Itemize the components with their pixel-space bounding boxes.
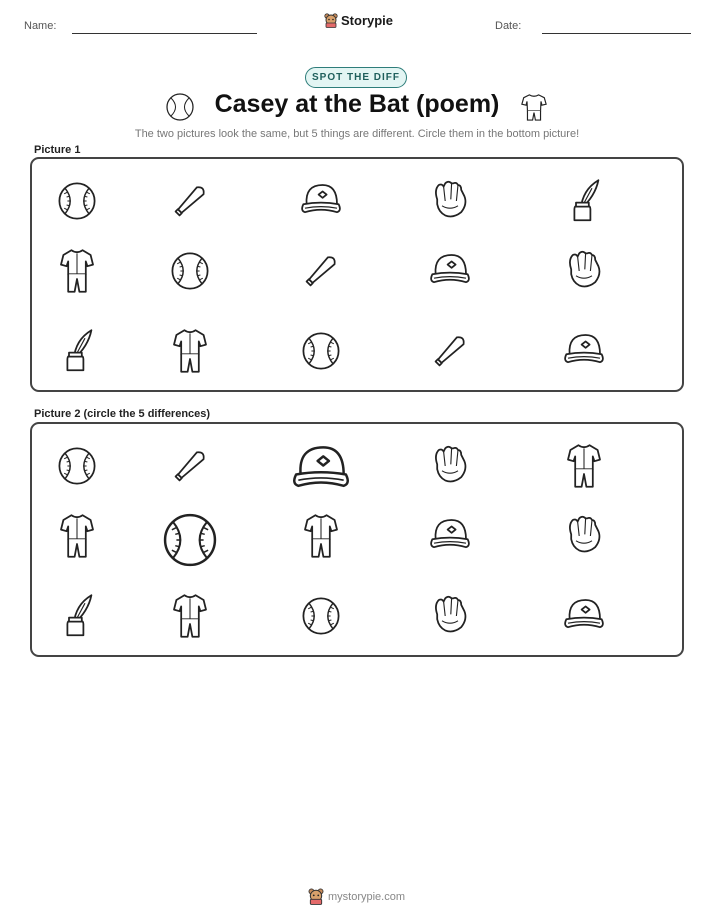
date-label: Date: — [495, 20, 522, 32]
uniform-icon — [560, 442, 608, 490]
glove-icon — [426, 442, 474, 490]
bat-icon — [297, 247, 345, 295]
uniform-icon — [53, 512, 101, 560]
picture-2-cell-r1c2[interactable] — [160, 436, 220, 496]
bat-icon — [166, 177, 214, 225]
picture-2-cell-r1c5[interactable] — [554, 436, 614, 496]
picture-2-cell-r1c1[interactable] — [47, 436, 107, 496]
picture-1-cell-r3c4 — [420, 321, 480, 381]
picture-2-label: Picture 2 (circle the 5 differences) — [34, 408, 211, 420]
uniform-icon — [297, 512, 345, 560]
footer-url[interactable]: mystorypie.com — [328, 890, 406, 903]
picture-2-cell-r3c3[interactable] — [291, 586, 351, 646]
bear-logo-icon — [308, 888, 324, 905]
uniform-icon — [53, 247, 101, 295]
cap-icon — [560, 327, 608, 375]
picture-2-cell-r3c2[interactable] — [160, 586, 220, 646]
baseball-icon — [156, 506, 224, 574]
picture-2-cell-r2c5[interactable] — [554, 506, 614, 566]
spot-the-diff-badge: SPOT THE DIFF — [305, 67, 407, 88]
picture-2-cell-r2c2[interactable] — [150, 500, 230, 580]
glove-icon — [560, 512, 608, 560]
baseball-icon — [53, 177, 101, 225]
picture-2-cell-r2c1[interactable] — [47, 506, 107, 566]
picture-1-cell-r3c2 — [160, 321, 220, 381]
picture-1-cell-r1c3 — [291, 171, 351, 231]
picture-1-panel — [30, 157, 684, 392]
storypie-logo — [324, 13, 393, 28]
picture-1-cell-r1c4 — [420, 171, 480, 231]
cap-icon — [287, 436, 355, 504]
quill-icon — [53, 327, 101, 375]
picture-1-cell-r1c5 — [554, 171, 614, 231]
picture-1-cell-r2c4 — [420, 241, 480, 301]
page-title: Casey at the Bat (poem) — [214, 90, 500, 118]
instructions: The two pictures look the same, but 5 things are different. Circle them in the bottom picture! — [134, 128, 580, 140]
picture-2-cell-r2c3[interactable] — [291, 506, 351, 566]
quill-icon — [560, 177, 608, 225]
title-uniform-icon — [520, 90, 548, 124]
picture-2-cell-r3c4[interactable] — [420, 586, 480, 646]
picture-2-cell-r3c5[interactable] — [554, 586, 614, 646]
picture-1-cell-r3c5 — [554, 321, 614, 381]
date-line[interactable] — [542, 33, 691, 34]
bear-logo-icon — [324, 13, 338, 28]
cap-icon — [426, 512, 474, 560]
picture-1-label: Picture 1 — [34, 144, 81, 156]
picture-1-cell-r2c1 — [47, 241, 107, 301]
picture-1-cell-r1c2 — [160, 171, 220, 231]
bat-icon — [426, 327, 474, 375]
logo-text: Storypie — [341, 13, 394, 28]
picture-2-cell-r2c4[interactable] — [420, 506, 480, 566]
uniform-icon — [166, 592, 214, 640]
glove-icon — [560, 247, 608, 295]
name-line[interactable] — [72, 33, 257, 34]
cap-icon — [560, 592, 608, 640]
picture-2-cell-r1c4[interactable] — [420, 436, 480, 496]
quill-icon — [53, 592, 101, 640]
footer — [308, 888, 405, 905]
picture-1-cell-r1c1 — [47, 171, 107, 231]
picture-2-panel[interactable] — [30, 422, 684, 657]
picture-1-cell-r2c5 — [554, 241, 614, 301]
baseball-icon — [166, 247, 214, 295]
picture-1-cell-r3c1 — [47, 321, 107, 381]
cap-icon — [297, 177, 345, 225]
baseball-icon — [53, 442, 101, 490]
cap-icon — [426, 247, 474, 295]
uniform-icon — [166, 327, 214, 375]
picture-1-cell-r2c2 — [160, 241, 220, 301]
name-label: Name: — [24, 20, 57, 32]
glove-icon — [426, 592, 474, 640]
picture-1-cell-r3c3 — [291, 321, 351, 381]
bat-icon — [166, 442, 214, 490]
picture-2-cell-r1c3[interactable] — [281, 430, 361, 510]
baseball-icon — [297, 327, 345, 375]
baseball-icon — [297, 592, 345, 640]
glove-icon — [426, 177, 474, 225]
picture-2-cell-r3c1[interactable] — [47, 586, 107, 646]
picture-1-cell-r2c3 — [291, 241, 351, 301]
